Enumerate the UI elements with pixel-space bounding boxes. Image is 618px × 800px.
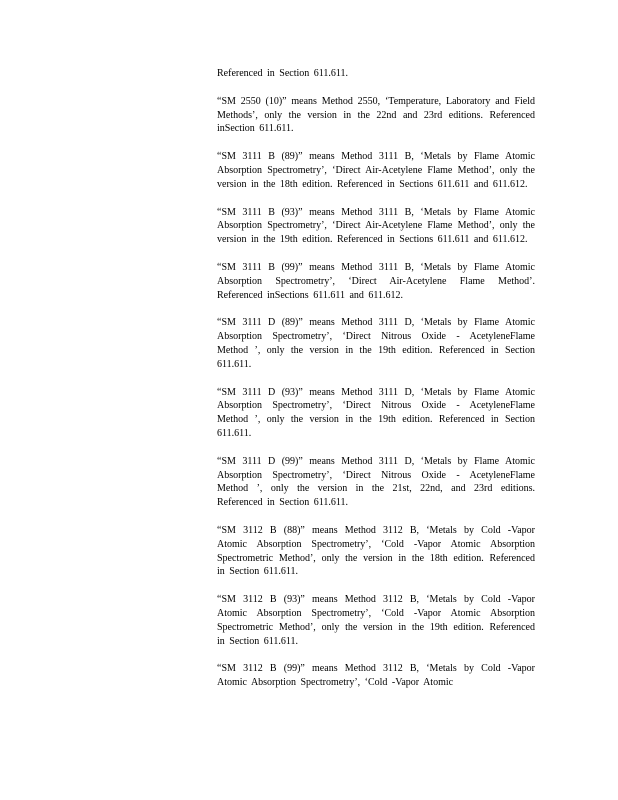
definition-sm-3111-d-93: “SM 3111 D (93)” means Method 3111 D, ‘Metals by Flame Atomic Absorption Spectrometry’, ‘Direct Nitrous Oxide - AcetyleneFlame Method ’, only the version in the 19th edition. Referenced in Section 611.611. [217,386,535,439]
paragraph-continuation: Referenced in Section 611.611. [217,68,349,79]
definition-sm-3112-b-93: “SM 3112 B (93)” means Method 3112 B, ‘Metals by Cold -Vapor Atomic Absorption Spectrometry’, ‘Cold -Vapor Atomic Absorption Spectrometric Method’, only the version in the 19th edition. Referenced in Section 611.611. [217,594,535,647]
definition-sm-3111-d-99: “SM 3111 D (99)” means Method 3111 D, ‘Metals by Flame Atomic Absorption Spectrometry’, ‘Direct Nitrous Oxide - AcetyleneFlame Method ’, only the version in the 21st, 22nd, and 23rd editions. Referenced in Section 611.611. [217,455,535,509]
definition-sm-3111-d-89: “SM 3111 D (89)” means Method 3111 D, ‘Metals by Flame Atomic Absorption Spectrometry’, ‘Direct Nitrous Oxide - AcetyleneFlame Method ’, only the version in the 19th edition. Referenced in Section 611.611. [217,317,535,370]
definition-sm-3111-b-89: “SM 3111 B (89)” means Method 3111 B, ‘Metals by Flame Atomic Absorption Spectrometry’, ‘Direct Air-Acetylene Flame Method’, only the version in the 18th edition. Referenced in Sections 611.611 and 611.612. [217,151,535,190]
definition-sm-3111-b-93: “SM 3111 B (93)” means Method 3111 B, ‘Metals by Flame Atomic Absorption Spectrometry’, ‘Direct Air-Acetylene Flame Method’, only the version in the 19th edition. Referenced in Sections 611.611 and 611.612. [217,206,535,246]
definition-sm-2550-10: “SM 2550 (10)” means Method 2550, ‘Temperature, Laboratory and Field Methods’, only the version in the 22nd and 23rd editions. Referenced inSection 611.611. [217,95,535,135]
document-text-column [217,67,535,704]
definition-sm-3111-b-99: “SM 3111 B (99)” means Method 3111 B, ‘Metals by Flame Atomic Absorption Spectrometry’, ‘Direct Air-Acetylene Flame Method’. Referenced inSections 611.611 and 611.612. [217,261,535,301]
definition-sm-3112-b-99: “SM 3112 B (99)” means Method 3112 B, ‘Metals by Cold -Vapor Atomic Absorption Spectrometry’, ‘Cold -Vapor Atomic [217,663,535,689]
definition-sm-3112-b-88: “SM 3112 B (88)” means Method 3112 B, ‘Metals by Cold -Vapor Atomic Absorption Spectrometry’, ‘Cold -Vapor Atomic Absorption Spectrometric Method’, only the version in the 18th edition. Referenced in Section 611.611. [217,524,535,578]
